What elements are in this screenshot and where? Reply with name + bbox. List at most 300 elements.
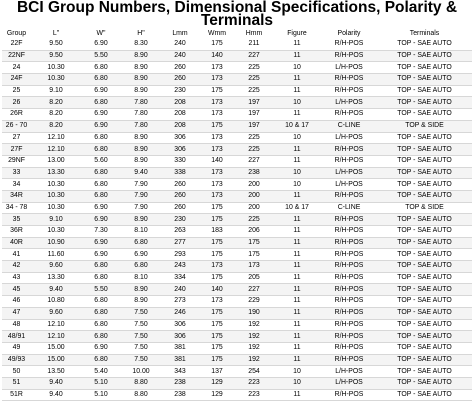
column-header-width-mm: Wmm [208, 29, 226, 37]
length-mm-cell: 306 [161, 331, 199, 343]
figure-cell: 11 [273, 144, 321, 156]
group-cell: 33 [2, 167, 31, 179]
figure-cell: 11 [273, 237, 321, 249]
terminals-cell: TOP - SAE AUTO [377, 307, 472, 319]
page-title: BCI Group Numbers, Dimensional Specifications, Polarity & [16, 0, 458, 16]
width-in-cell: 6.80 [81, 179, 121, 191]
height-in-cell: 7.50 [121, 331, 161, 343]
length-in-cell: 15.00 [31, 342, 81, 354]
table-row [2, 249, 472, 261]
figure-cell: 11 [273, 155, 321, 167]
figure-cell: 10 & 17 [273, 202, 321, 214]
figure-cell: 11 [273, 272, 321, 284]
group-cell: 26 [2, 97, 31, 109]
height-mm-cell: 225 [235, 62, 273, 74]
length-in-cell: 8.20 [31, 97, 81, 109]
length-mm-cell: 260 [161, 179, 199, 191]
figure-cell: 11 [273, 214, 321, 226]
group-cell: 22NF [2, 50, 31, 62]
group-cell: 51R [2, 389, 31, 401]
length-mm-cell: 260 [161, 74, 199, 86]
width-mm-cell: 175 [199, 342, 235, 354]
group-cell: 35 [2, 214, 31, 226]
polarity-cell: L/H-POS [321, 132, 377, 144]
terminals-cell: TOP - SAE AUTO [377, 109, 472, 121]
width-mm-cell: 183 [199, 226, 235, 238]
length-mm-cell: 330 [161, 155, 199, 167]
height-in-cell: 7.50 [121, 307, 161, 319]
length-in-cell: 12.10 [31, 132, 81, 144]
height-in-cell: 8.90 [121, 74, 161, 86]
terminals-cell: TOP - SAE AUTO [377, 284, 472, 296]
polarity-cell: R/H-POS [321, 39, 377, 50]
length-mm-cell: 306 [161, 132, 199, 144]
width-mm-cell: 175 [199, 202, 235, 214]
length-in-cell: 13.30 [31, 167, 81, 179]
column-header-width-in: W" [96, 29, 106, 37]
length-in-cell: 9.40 [31, 284, 81, 296]
terminals-cell: TOP - SAE AUTO [377, 319, 472, 331]
height-in-cell: 8.90 [121, 62, 161, 74]
width-in-cell: 6.90 [81, 342, 121, 354]
terminals-cell: TOP - SAE AUTO [377, 296, 472, 308]
height-in-cell: 6.90 [121, 249, 161, 261]
length-mm-cell: 240 [161, 284, 199, 296]
group-cell: 48/91 [2, 331, 31, 343]
length-in-cell: 9.10 [31, 214, 81, 226]
length-in-cell: 9.40 [31, 377, 81, 389]
group-cell: 40R [2, 237, 31, 249]
length-in-cell: 10.80 [31, 296, 81, 308]
figure-cell: 11 [273, 109, 321, 121]
width-in-cell: 5.50 [81, 284, 121, 296]
terminals-cell: TOP - SAE AUTO [377, 342, 472, 354]
table-header-row [2, 28, 472, 39]
length-mm-cell: 230 [161, 85, 199, 97]
table-row [2, 74, 472, 86]
width-in-cell: 6.90 [81, 120, 121, 132]
width-mm-cell: 173 [199, 261, 235, 273]
group-cell: 27F [2, 144, 31, 156]
table-row [2, 342, 472, 354]
width-in-cell: 5.60 [81, 155, 121, 167]
polarity-cell: R/H-POS [321, 261, 377, 273]
group-cell: 50 [2, 366, 31, 378]
height-in-cell: 8.90 [121, 132, 161, 144]
width-mm-cell: 173 [199, 62, 235, 74]
length-in-cell: 13.00 [31, 155, 81, 167]
height-in-cell: 7.90 [121, 179, 161, 191]
polarity-cell: R/H-POS [321, 50, 377, 62]
column-header-group: Group [6, 29, 27, 37]
height-in-cell: 7.80 [121, 120, 161, 132]
height-in-cell: 8.90 [121, 50, 161, 62]
table-row [2, 389, 472, 401]
column-header-length-in: L" [52, 29, 60, 37]
table-row [2, 97, 472, 109]
length-mm-cell: 260 [161, 62, 199, 74]
polarity-cell: R/H-POS [321, 237, 377, 249]
group-cell: 26R [2, 109, 31, 121]
table-row [2, 120, 472, 132]
width-mm-cell: 175 [199, 237, 235, 249]
group-cell: 43 [2, 272, 31, 284]
table-row [2, 50, 472, 62]
length-mm-cell: 293 [161, 249, 199, 261]
height-mm-cell: 225 [235, 144, 273, 156]
table-row [2, 62, 472, 74]
table-row [2, 261, 472, 273]
terminals-cell: TOP - SAE AUTO [377, 354, 472, 366]
table-row [2, 39, 472, 50]
width-mm-cell: 140 [199, 155, 235, 167]
width-in-cell: 6.80 [81, 272, 121, 284]
terminals-cell: TOP - SAE AUTO [377, 261, 472, 273]
length-in-cell: 9.40 [31, 389, 81, 401]
height-mm-cell: 225 [235, 74, 273, 86]
figure-cell: 10 [273, 62, 321, 74]
height-in-cell: 8.90 [121, 214, 161, 226]
terminals-cell: TOP - SAE AUTO [377, 272, 472, 284]
length-mm-cell: 238 [161, 377, 199, 389]
terminals-cell: TOP - SAE AUTO [377, 331, 472, 343]
table-row [2, 237, 472, 249]
terminals-cell: TOP - SAE AUTO [377, 74, 472, 86]
group-cell: 29NF [2, 155, 31, 167]
height-mm-cell: 225 [235, 85, 273, 97]
group-cell: 51 [2, 377, 31, 389]
figure-cell: 11 [273, 190, 321, 202]
terminals-cell: TOP - SAE AUTO [377, 97, 472, 109]
terminals-cell: TOP - SAE AUTO [377, 179, 472, 191]
width-mm-cell: 173 [199, 109, 235, 121]
table-row [2, 132, 472, 144]
polarity-cell: R/H-POS [321, 144, 377, 156]
column-header-terminals: Terminals [409, 29, 440, 37]
width-in-cell: 6.90 [81, 109, 121, 121]
length-in-cell: 10.90 [31, 237, 81, 249]
terminals-cell: TOP & SIDE [377, 120, 472, 132]
terminals-cell: TOP - SAE AUTO [377, 377, 472, 389]
height-in-cell: 7.50 [121, 319, 161, 331]
group-cell: 22F [2, 39, 31, 50]
polarity-cell: R/H-POS [321, 249, 377, 261]
length-in-cell: 9.50 [31, 39, 81, 50]
polarity-cell: R/H-POS [321, 74, 377, 86]
polarity-cell: R/H-POS [321, 296, 377, 308]
column-header-height-mm: Hmm [245, 29, 263, 37]
height-mm-cell: 223 [235, 389, 273, 401]
table-row [2, 226, 472, 238]
height-mm-cell: 175 [235, 249, 273, 261]
height-mm-cell: 211 [235, 39, 273, 50]
polarity-cell: L/H-POS [321, 179, 377, 191]
terminals-cell: TOP & SIDE [377, 202, 472, 214]
length-in-cell: 13.50 [31, 366, 81, 378]
length-mm-cell: 243 [161, 261, 199, 273]
terminals-cell: TOP - SAE AUTO [377, 249, 472, 261]
polarity-cell: R/H-POS [321, 226, 377, 238]
width-in-cell: 5.10 [81, 377, 121, 389]
width-in-cell: 6.80 [81, 307, 121, 319]
group-cell: 47 [2, 307, 31, 319]
height-mm-cell: 175 [235, 237, 273, 249]
group-cell: 49/93 [2, 354, 31, 366]
width-in-cell: 6.80 [81, 296, 121, 308]
width-in-cell: 6.80 [81, 132, 121, 144]
height-mm-cell: 190 [235, 307, 273, 319]
polarity-cell: R/H-POS [321, 272, 377, 284]
length-in-cell: 8.20 [31, 109, 81, 121]
height-in-cell: 8.90 [121, 155, 161, 167]
length-mm-cell: 240 [161, 50, 199, 62]
polarity-cell: R/H-POS [321, 342, 377, 354]
height-mm-cell: 223 [235, 377, 273, 389]
width-mm-cell: 173 [199, 296, 235, 308]
length-mm-cell: 334 [161, 272, 199, 284]
table-row [2, 272, 472, 284]
height-in-cell: 7.80 [121, 109, 161, 121]
length-in-cell: 10.30 [31, 190, 81, 202]
table-row [2, 284, 472, 296]
length-mm-cell: 238 [161, 389, 199, 401]
height-mm-cell: 229 [235, 296, 273, 308]
height-mm-cell: 227 [235, 50, 273, 62]
polarity-cell: R/H-POS [321, 214, 377, 226]
length-in-cell: 9.50 [31, 50, 81, 62]
terminals-cell: TOP - SAE AUTO [377, 144, 472, 156]
width-in-cell: 6.80 [81, 62, 121, 74]
height-mm-cell: 227 [235, 155, 273, 167]
table-row [2, 366, 472, 378]
height-mm-cell: 238 [235, 167, 273, 179]
length-mm-cell: 338 [161, 167, 199, 179]
table-row [2, 307, 472, 319]
height-in-cell: 8.90 [121, 85, 161, 97]
polarity-cell: R/H-POS [321, 85, 377, 97]
group-cell: 34 - 78 [2, 202, 31, 214]
height-in-cell: 6.80 [121, 237, 161, 249]
width-in-cell: 6.80 [81, 261, 121, 273]
table-row [2, 354, 472, 366]
length-mm-cell: 230 [161, 214, 199, 226]
height-mm-cell: 227 [235, 284, 273, 296]
table-row [2, 155, 472, 167]
figure-cell: 10 [273, 179, 321, 191]
height-mm-cell: 192 [235, 354, 273, 366]
height-mm-cell: 197 [235, 97, 273, 109]
polarity-cell: C-LINE [321, 202, 377, 214]
width-mm-cell: 173 [199, 74, 235, 86]
group-cell: 41 [2, 249, 31, 261]
width-mm-cell: 173 [199, 167, 235, 179]
height-mm-cell: 197 [235, 120, 273, 132]
width-mm-cell: 175 [199, 249, 235, 261]
terminals-cell: TOP - SAE AUTO [377, 85, 472, 97]
width-in-cell: 6.90 [81, 249, 121, 261]
height-mm-cell: 206 [235, 226, 273, 238]
group-cell: 34 [2, 179, 31, 191]
height-in-cell: 8.30 [121, 39, 161, 50]
table-row [2, 85, 472, 97]
width-in-cell: 7.30 [81, 226, 121, 238]
width-in-cell: 6.80 [81, 331, 121, 343]
group-cell: 25 [2, 85, 31, 97]
height-in-cell: 8.10 [121, 226, 161, 238]
polarity-cell: L/H-POS [321, 62, 377, 74]
height-in-cell: 9.40 [121, 167, 161, 179]
polarity-cell: L/H-POS [321, 366, 377, 378]
group-cell: 48 [2, 319, 31, 331]
height-mm-cell: 192 [235, 319, 273, 331]
polarity-cell: R/H-POS [321, 284, 377, 296]
terminals-cell: TOP - SAE AUTO [377, 155, 472, 167]
width-mm-cell: 173 [199, 144, 235, 156]
figure-cell: 11 [273, 331, 321, 343]
column-header-polarity: Polarity [337, 29, 361, 37]
length-in-cell: 15.00 [31, 354, 81, 366]
height-in-cell: 8.90 [121, 284, 161, 296]
height-mm-cell: 173 [235, 261, 273, 273]
width-in-cell: 5.10 [81, 389, 121, 401]
page-title-continued: Terminals [200, 12, 274, 29]
height-in-cell: 8.10 [121, 272, 161, 284]
table-row [2, 202, 472, 214]
width-mm-cell: 175 [199, 120, 235, 132]
width-in-cell: 6.80 [81, 319, 121, 331]
figure-cell: 11 [273, 74, 321, 86]
width-in-cell: 6.80 [81, 74, 121, 86]
width-mm-cell: 175 [199, 354, 235, 366]
group-cell: 49 [2, 342, 31, 354]
group-cell: 36R [2, 226, 31, 238]
width-mm-cell: 173 [199, 190, 235, 202]
height-mm-cell: 200 [235, 179, 273, 191]
width-in-cell: 5.40 [81, 366, 121, 378]
terminals-cell: TOP - SAE AUTO [377, 190, 472, 202]
length-in-cell: 10.30 [31, 226, 81, 238]
length-in-cell: 12.10 [31, 144, 81, 156]
figure-cell: 11 [273, 261, 321, 273]
height-mm-cell: 225 [235, 132, 273, 144]
polarity-cell: R/H-POS [321, 319, 377, 331]
height-in-cell: 7.90 [121, 202, 161, 214]
length-mm-cell: 208 [161, 97, 199, 109]
height-mm-cell: 192 [235, 331, 273, 343]
width-in-cell: 6.80 [81, 167, 121, 179]
width-in-cell: 6.90 [81, 202, 121, 214]
polarity-cell: L/H-POS [321, 167, 377, 179]
table-row [2, 144, 472, 156]
table-row [2, 190, 472, 202]
table-row [2, 109, 472, 121]
width-in-cell: 5.50 [81, 50, 121, 62]
table-row [2, 331, 472, 343]
table-row [2, 179, 472, 191]
group-cell: 45 [2, 284, 31, 296]
height-in-cell: 7.90 [121, 190, 161, 202]
figure-cell: 11 [273, 284, 321, 296]
length-mm-cell: 306 [161, 144, 199, 156]
height-in-cell: 8.90 [121, 144, 161, 156]
terminals-cell: TOP - SAE AUTO [377, 167, 472, 179]
width-mm-cell: 129 [199, 377, 235, 389]
terminals-cell: TOP - SAE AUTO [377, 226, 472, 238]
polarity-cell: L/H-POS [321, 377, 377, 389]
figure-cell: 11 [273, 249, 321, 261]
terminals-cell: TOP - SAE AUTO [377, 389, 472, 401]
length-mm-cell: 240 [161, 39, 199, 50]
length-mm-cell: 246 [161, 307, 199, 319]
width-mm-cell: 173 [199, 97, 235, 109]
figure-cell: 10 [273, 377, 321, 389]
width-mm-cell: 140 [199, 284, 235, 296]
width-mm-cell: 129 [199, 389, 235, 401]
width-mm-cell: 175 [199, 272, 235, 284]
length-mm-cell: 260 [161, 202, 199, 214]
table-row [2, 214, 472, 226]
height-in-cell: 8.90 [121, 296, 161, 308]
height-mm-cell: 197 [235, 109, 273, 121]
width-mm-cell: 175 [199, 214, 235, 226]
width-mm-cell: 175 [199, 331, 235, 343]
length-in-cell: 12.10 [31, 331, 81, 343]
length-in-cell: 10.30 [31, 62, 81, 74]
width-mm-cell: 175 [199, 39, 235, 50]
height-mm-cell: 200 [235, 190, 273, 202]
length-mm-cell: 277 [161, 237, 199, 249]
figure-cell: 11 [273, 50, 321, 62]
length-in-cell: 11.60 [31, 249, 81, 261]
polarity-cell: C-LINE [321, 120, 377, 132]
figure-cell: 10 [273, 132, 321, 144]
polarity-cell: R/H-POS [321, 155, 377, 167]
width-in-cell: 6.90 [81, 214, 121, 226]
length-mm-cell: 306 [161, 319, 199, 331]
column-header-height-in: H" [137, 29, 145, 37]
height-in-cell: 7.50 [121, 342, 161, 354]
terminals-cell: TOP - SAE AUTO [377, 62, 472, 74]
width-in-cell: 6.90 [81, 237, 121, 249]
height-in-cell: 8.80 [121, 377, 161, 389]
group-cell: 34R [2, 190, 31, 202]
figure-cell: 11 [273, 342, 321, 354]
length-in-cell: 8.20 [31, 120, 81, 132]
figure-cell: 11 [273, 319, 321, 331]
length-mm-cell: 381 [161, 342, 199, 354]
width-mm-cell: 173 [199, 132, 235, 144]
figure-cell: 11 [273, 307, 321, 319]
figure-cell: 11 [273, 296, 321, 308]
length-mm-cell: 208 [161, 109, 199, 121]
bci-specifications-table [2, 28, 472, 401]
width-mm-cell: 140 [199, 50, 235, 62]
height-mm-cell: 192 [235, 342, 273, 354]
polarity-cell: L/H-POS [321, 97, 377, 109]
terminals-cell: TOP - SAE AUTO [377, 237, 472, 249]
height-mm-cell: 254 [235, 366, 273, 378]
length-in-cell: 10.30 [31, 74, 81, 86]
length-mm-cell: 263 [161, 226, 199, 238]
group-cell: 24F [2, 74, 31, 86]
group-cell: 27 [2, 132, 31, 144]
table-row [2, 167, 472, 179]
column-header-length-mm: Lmm [172, 29, 188, 37]
height-in-cell: 7.50 [121, 354, 161, 366]
height-in-cell: 7.80 [121, 97, 161, 109]
table-row [2, 296, 472, 308]
figure-cell: 10 [273, 366, 321, 378]
